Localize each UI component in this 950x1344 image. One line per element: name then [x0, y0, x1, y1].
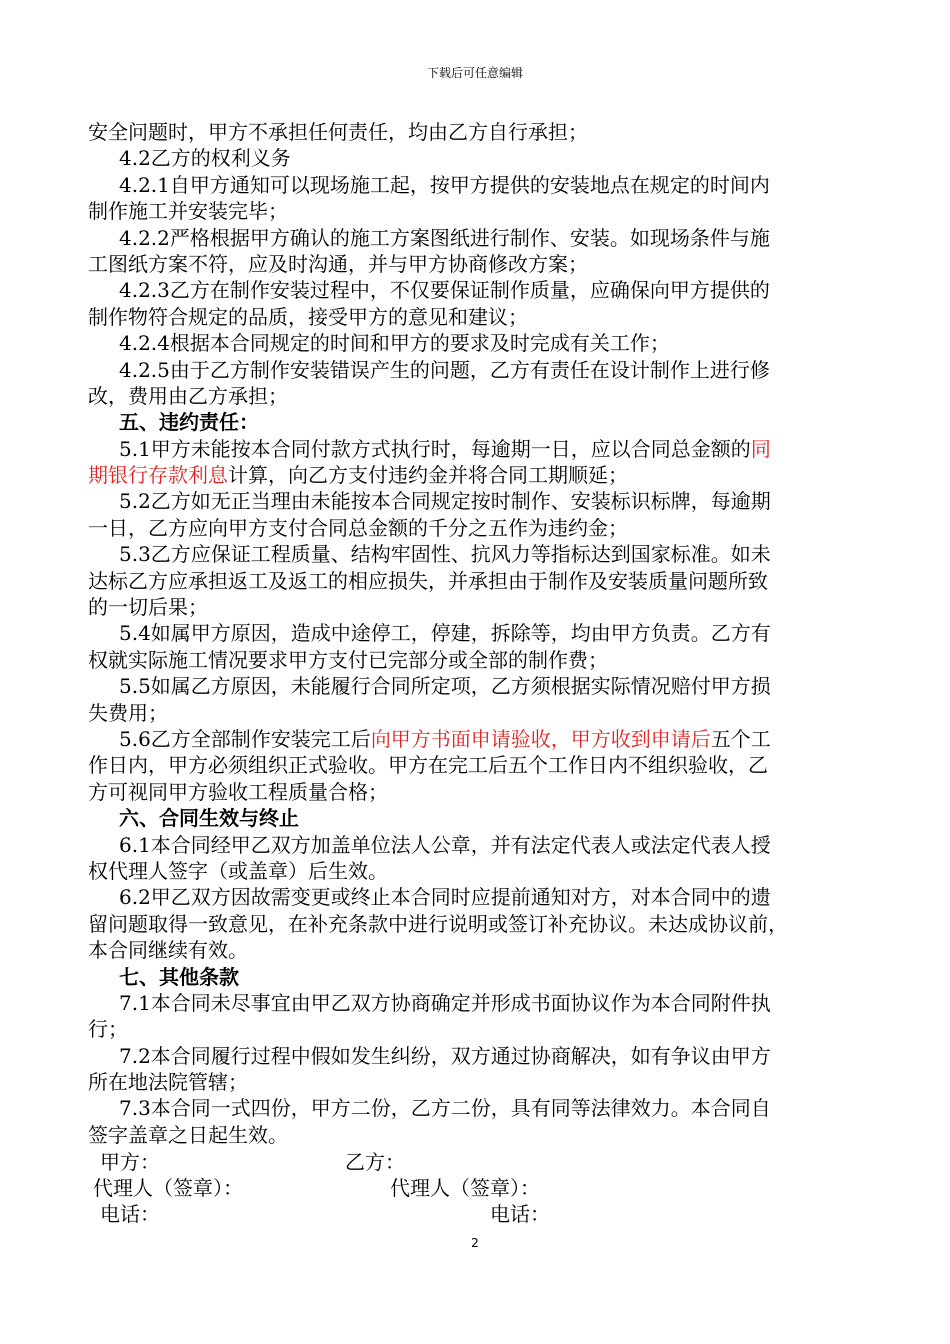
text-segment: 计算，向乙方支付违约金并将合同工期顺延；	[228, 463, 628, 488]
text-line: 4.2.5由于乙方制作安装错误产生的问题，乙方有责任在设计制作上进行修	[119, 357, 770, 382]
highlighted-text: 向甲方书面申请验收，甲方收到申请后	[370, 726, 711, 751]
party-b-phone-label: 电话：	[490, 1202, 550, 1226]
highlighted-text: 同	[750, 436, 771, 461]
text-line: 5.4如属甲方原因，造成中途停工，停建，拆除等，均由甲方负责。乙方有	[119, 621, 771, 646]
party-a-label: 甲方：	[100, 1150, 160, 1174]
text-line: 权代理人签字（或盖章）后生效。	[88, 858, 388, 883]
text-line: 作日内，甲方必须组织正式验收。甲方在完工后五个工作日内不组织验收，乙	[88, 753, 768, 778]
text-segment: 5.6乙方全部制作安装完工后	[119, 726, 371, 751]
text-line: 行；	[88, 1017, 128, 1042]
text-line: 一日，乙方应向甲方支付合同总金额的千分之五作为违约金；	[88, 515, 628, 540]
section-heading-7: 七、其他条款	[119, 964, 239, 989]
text-line: 5.5如属乙方原因，未能履行合同所定项，乙方须根据实际情况赔付甲方损	[119, 674, 771, 699]
text-segment: 5.1甲方未能按本合同付款方式执行时，每逾期一日，应以合同总金额的	[119, 436, 751, 461]
text-line: 达标乙方应承担返工及返工的相应损失，并承担由于制作及安装质量问题所致	[88, 568, 768, 593]
text-line: 工图纸方案不符，应及时沟通，并与甲方协商修改方案；	[88, 251, 588, 276]
text-line: 6.1本合同经甲乙双方加盖单位法人公章，并有法定代表人或法定代表人授	[119, 832, 771, 857]
text-line: 改，费用由乙方承担；	[88, 383, 288, 408]
party-a-agent-label: 代理人（签章）：	[93, 1176, 243, 1200]
text-line: 5.3乙方应保证工程质量、结构牢固性、抗风力等指标达到国家标准。如未	[119, 542, 771, 567]
text-line: 7.1本合同未尽事宜由甲乙双方协商确定并形成书面协议作为本合同附件执	[119, 990, 771, 1015]
clause-heading: 4.2乙方的权利义务	[119, 146, 291, 171]
text-line	[88, 462, 878, 488]
text-line: 本合同继续有效。	[88, 938, 248, 963]
text-line: 制作物符合规定的品质，接受甲方的意见和建议；	[88, 304, 528, 329]
text-line	[88, 726, 878, 752]
text-line: 签字盖章之日起生效。	[88, 1122, 288, 1147]
text-line: 方可视同甲方验收工程质量合格；	[88, 779, 388, 804]
text-line: 权就实际施工情况要求甲方支付已完部分或全部的制作费；	[88, 647, 608, 672]
party-b-label: 乙方：	[345, 1150, 405, 1174]
highlighted-text: 期银行存款利息	[88, 463, 228, 488]
page-header: 下载后可任意编辑	[426, 66, 523, 80]
party-b-agent-label: 代理人（签章）：	[390, 1176, 540, 1200]
page-number: 2	[471, 1236, 479, 1250]
party-a-phone-label: 电话：	[100, 1202, 160, 1226]
text-line: 所在地法院管辖；	[88, 1070, 248, 1095]
contract-body	[88, 119, 878, 1148]
text-line: 4.2.2严格根据甲方确认的施工方案图纸进行制作、安装。如现场条件与施	[119, 225, 770, 250]
text-line: 7.3本合同一式四份，甲方二份，乙方二份，具有同等法律效力。本合同自	[119, 1096, 771, 1121]
text-segment: 五个工	[710, 726, 771, 751]
section-heading-6: 六、合同生效与终止	[119, 806, 299, 831]
text-line: 制作施工并安装完毕；	[88, 199, 288, 224]
text-line: 失费用；	[88, 700, 168, 725]
text-line: 的一切后果；	[88, 595, 208, 620]
text-line: 4.2.3乙方在制作安装过程中，不仅要保证制作质量，应确保向甲方提供的	[119, 278, 770, 303]
text-line: 5.2乙方如无正当理由未能按本合同规定按时制作、安装标识标牌，每逾期	[119, 489, 771, 514]
text-line: 6.2甲乙双方因故需变更或终止本合同时应提前通知对方，对本合同中的遗	[119, 885, 771, 910]
text-line	[88, 436, 878, 462]
text-line: 安全问题时，甲方不承担任何责任，均由乙方自行承担；	[88, 120, 588, 144]
section-heading-5: 五、违约责任：	[119, 410, 259, 435]
text-line: 留问题取得一致意见，在补充条款中进行说明或签订补充协议。未达成协议前，	[88, 911, 788, 936]
text-line: 7.2本合同履行过程中假如发生纠纷，双方通过协商解决，如有争议由甲方	[119, 1043, 771, 1068]
text-line: 4.2.1自甲方通知可以现场施工起，按甲方提供的安装地点在规定的时间内	[119, 172, 770, 197]
text-line: 4.2.4根据本合同规定的时间和甲方的要求及时完成有关工作；	[119, 331, 670, 356]
